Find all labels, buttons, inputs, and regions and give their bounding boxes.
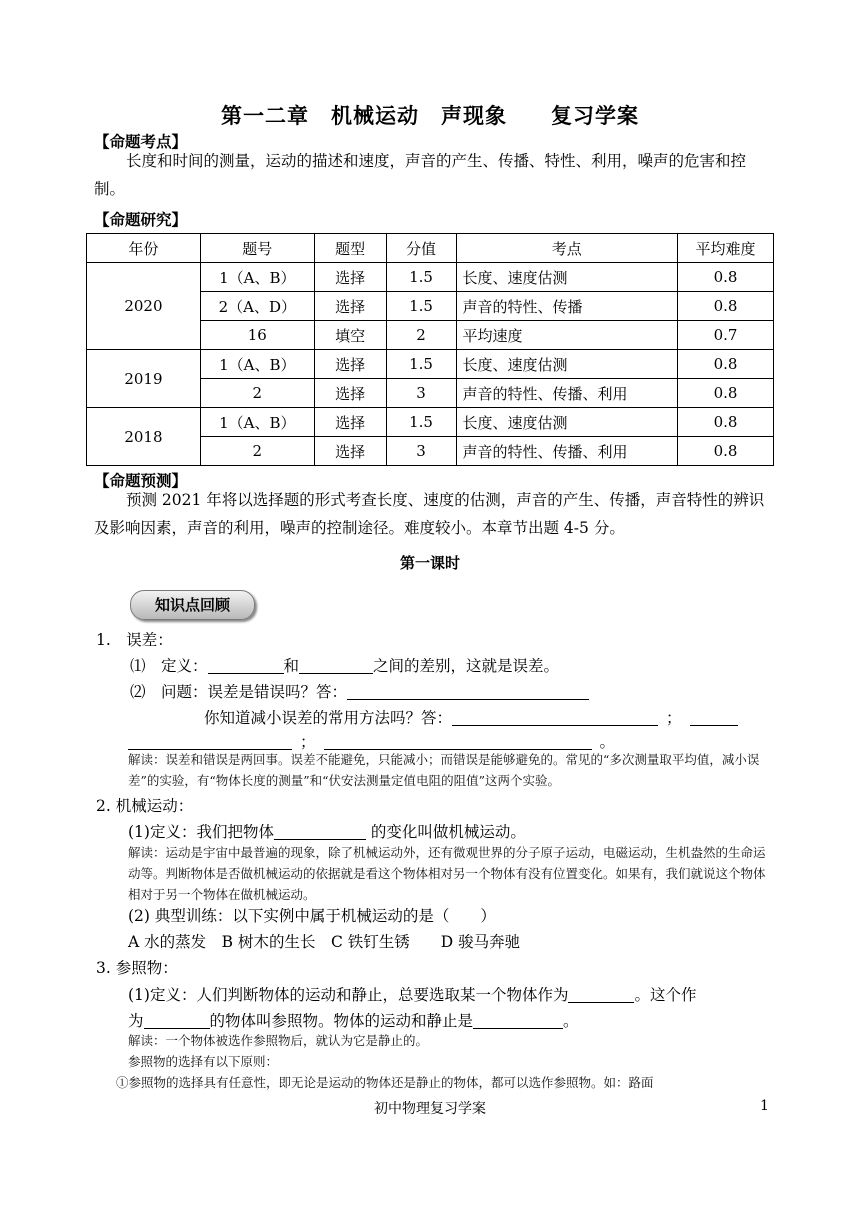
q2-training: (2) 典型训练：以下实例中属于机械运动的是（ ） [128,907,496,925]
q1-period: 。 [599,733,616,751]
question-no-cell: 1（A、B） [200,408,314,437]
q1-semicolon: ； [666,709,682,727]
section-heading-exam-forecast: 【命题预测】 [94,472,188,490]
q1-def-and: 和 [283,657,300,675]
topic-cell: 长度、速度估测 [456,263,678,292]
q1-blank-1[interactable] [208,656,284,674]
exam-research-table [86,233,774,466]
q2-def-label: (1)定义：我们把物体 [128,823,274,841]
year-cell: 2018 [87,408,201,466]
score-cell: 2 [386,321,456,350]
difficulty-cell: 0.8 [678,437,774,466]
q3-title: 3. 参照物： [96,959,178,977]
page-number: 1 [760,1098,769,1114]
header-score: 分值 [386,234,456,263]
q3-note-1: 解读：一个物体被选作参照物后，就认为它是静止的。 [128,1033,429,1048]
type-cell: 选择 [314,292,386,321]
table-row [87,408,774,437]
header-difficulty: 平均难度 [678,234,774,263]
q2-title: 2. 机械运动： [96,797,194,815]
q3-blank-3[interactable] [473,1011,563,1029]
type-cell: 选择 [314,437,386,466]
type-cell: 选择 [314,350,386,379]
q3-blank-2[interactable] [144,1011,210,1029]
year-cell: 2020 [87,263,201,350]
topic-cell: 长度、速度估测 [456,350,678,379]
q1-reduce-label: 你知道减小误差的常用方法吗？答： [204,709,453,727]
q3-blank-1[interactable] [568,985,634,1003]
header-type: 题型 [314,234,386,263]
header-year: 年份 [87,234,201,263]
section-heading-exam-research: 【命题研究】 [94,211,188,229]
score-cell: 1.5 [386,263,456,292]
q1-def-label: ⑴ 定义： [130,657,208,675]
q3-line1-b: 。这个作 [634,986,697,1004]
table-row [87,350,774,379]
q1-blank-5[interactable] [690,708,738,726]
q1-blank-6[interactable] [128,732,292,750]
difficulty-cell: 0.7 [678,321,774,350]
difficulty-cell: 0.8 [678,379,774,408]
question-no-cell: 2（A、D） [200,292,314,321]
table-row [87,263,774,292]
q1-def-tail: 之间的差别，这就是误差。 [373,657,560,675]
difficulty-cell: 0.8 [678,350,774,379]
q1-blank-2[interactable] [299,656,373,674]
topic-cell: 平均速度 [456,321,678,350]
knowledge-review-badge: 知识点回顾 [130,590,255,620]
score-cell: 1.5 [386,350,456,379]
question-no-cell: 2 [200,379,314,408]
score-cell: 3 [386,379,456,408]
q1-problem [130,678,589,706]
topic-cell: 长度、速度估测 [456,408,678,437]
type-cell: 填空 [314,321,386,350]
lesson-title: 第一课时 [399,554,460,572]
type-cell: 选择 [314,263,386,292]
q1-blank-3[interactable] [347,682,589,700]
question-no-cell: 16 [200,321,314,350]
q1-prob-label: ⑵ 问题：误差是错误吗？答： [130,683,348,701]
q3-note-3: ①参照物的选择具有任意性，即无论是运动的物体还是静止的物体，都可以选作参照物。如：路面 [116,1075,654,1090]
score-cell: 3 [386,437,456,466]
table-header-row [87,234,774,263]
exam-forecast-text: 预测 2021 年将以选择题的形式考查长度、速度的估测，声音的产生、传播，声音特性的辨识及影响因素，声音的利用，噪声的控制途径。难度较小。本章节出题 4-5 分。 [94,491,765,537]
topic-cell: 声音的特性、传播 [456,292,678,321]
q2-note: 解读：运动是宇宙中最普遍的现象，除了机械运动外，还有微观世界的分子原子运动，电磁运动，生机盎然的生命运动等。判断物体是否做机械运动的依据就是看这个物体相对另一个物体有没有位置变化。如果有，我们就说这个物体相对于另一个物体在做机械运动。 [128,845,766,902]
q1-blank-4[interactable] [452,708,658,726]
exam-points-text: 长度和时间的测量，运动的描述和速度，声音的产生、传播、特性、利用，噪声的危害和控制。 [94,152,747,198]
q3-note-2: 参照物的选择有以下原则： [128,1054,279,1069]
type-cell: 选择 [314,379,386,408]
header-topic: 考点 [456,234,678,263]
difficulty-cell: 0.8 [678,263,774,292]
year-cell: 2019 [87,350,201,408]
q1-blank-7[interactable] [324,732,592,750]
q2-options: A 水的蒸发 B 树木的生长 C 铁钉生锈 D 骏马奔驰 [128,933,521,951]
q2-blank-1[interactable] [274,822,366,840]
question-no-cell: 2 [200,437,314,466]
question-no-cell: 1（A、B） [200,350,314,379]
q1-title: 1. 误差： [96,631,173,649]
q3-line1-a: (1)定义：人们判断物体的运动和静止，总要选取某一个物体作为 [128,986,569,1004]
q1-semicolon-2: ； [300,733,316,751]
q3-line2-b: 的物体叫参照物。物体的运动和静止是 [209,1012,474,1030]
header-question-no: 题号 [200,234,314,263]
page-title: 第一二章 机械运动 声现象 复习学案 [221,104,639,128]
type-cell: 选择 [314,408,386,437]
q1-definition [130,652,559,680]
q3-line-1 [128,981,696,1009]
section-heading-exam-points: 【命题考点】 [94,133,188,151]
score-cell: 1.5 [386,408,456,437]
score-cell: 1.5 [386,292,456,321]
difficulty-cell: 0.8 [678,292,774,321]
q3-line2-a: 为 [128,1012,144,1030]
q3-line2-c: 。 [563,1012,579,1030]
question-no-cell: 1（A、B） [200,263,314,292]
topic-cell: 声音的特性、传播、利用 [456,379,678,408]
footer-text: 初中物理复习学案 [374,1101,486,1117]
difficulty-cell: 0.8 [678,408,774,437]
q1-note: 解读：误差和错误是两回事。误差不能避免，只能减小；而错误是能够避免的。常见的“多次测量取平均值，减小误差”的实验，有“物体长度的测量”和“伏安法测量定值电阻的阻值”这两个实验。 [128,752,760,788]
topic-cell: 声音的特性、传播、利用 [456,437,678,466]
q2-def-tail: 的变化叫做机械运动。 [365,823,526,841]
